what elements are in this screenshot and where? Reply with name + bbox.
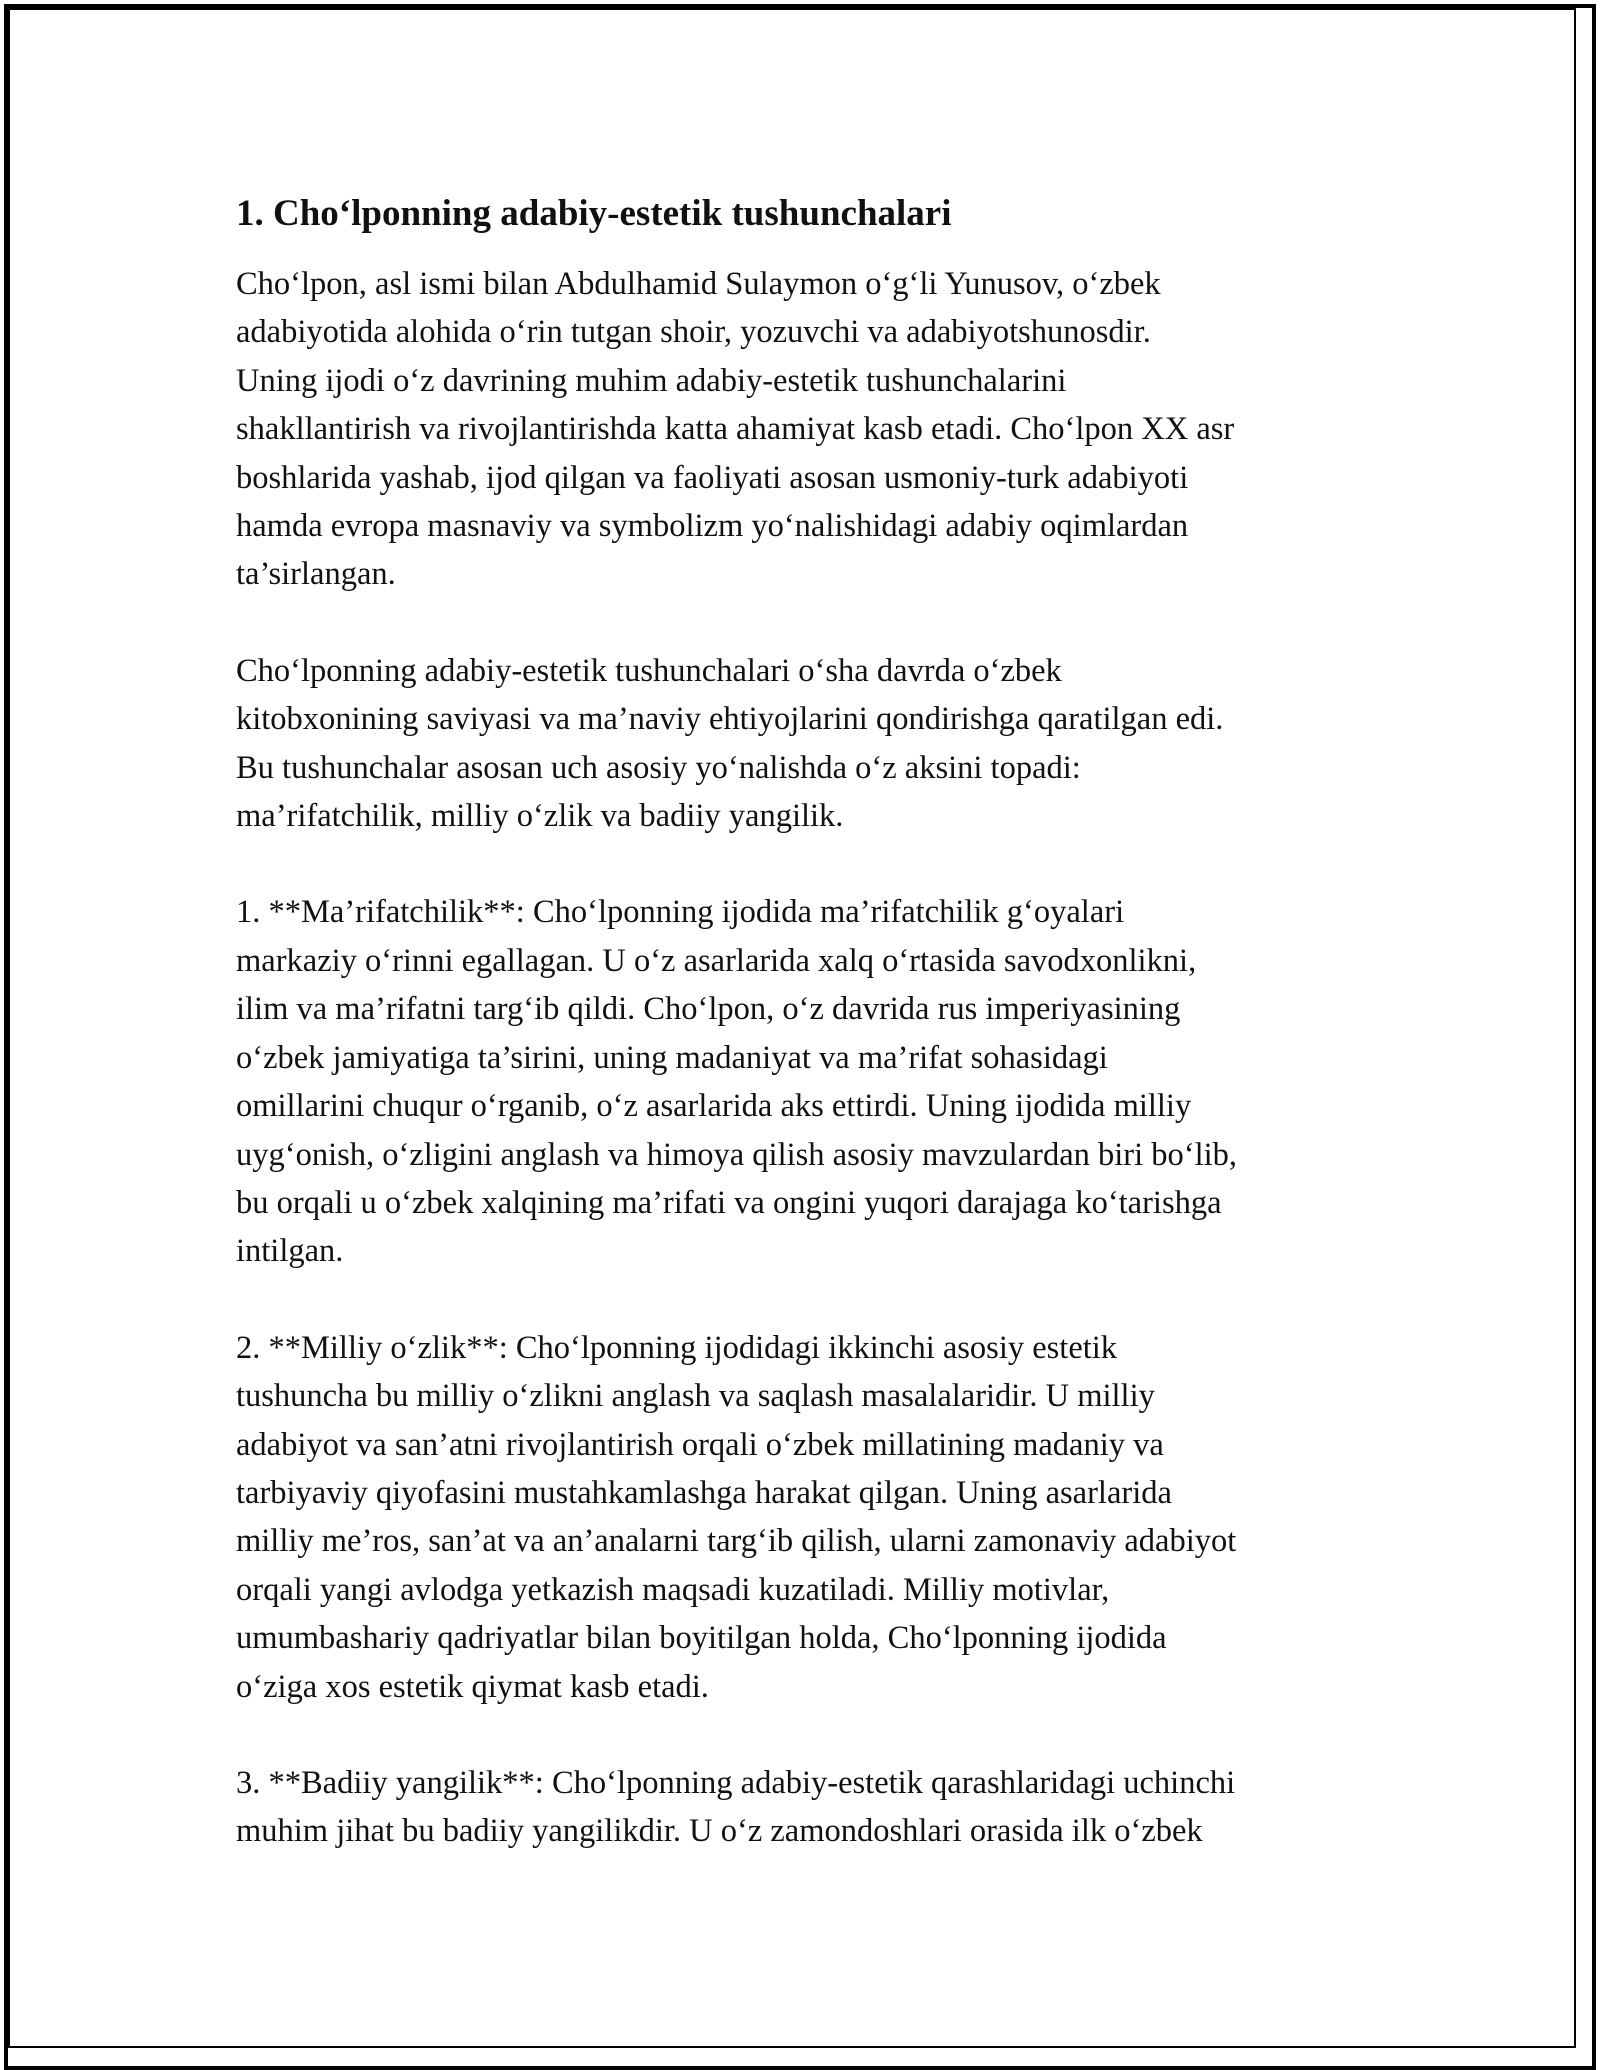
paragraph-artistic-novelty: 3. **Badiiy yangilik**: Cho‘lponning adabiy-estetik qarashlaridagi uchinchi muhim jihat bu badiiy yangilikdir. U o‘z zamondoshlari orasida ilk o‘zbek [236,1764,1236,1850]
document-body [236,188,1366,1856]
paragraph-intro: Cho‘lpon, asl ismi bilan Abdulhamid Sulaymon o‘g‘li Yunusov, o‘zbek adabiyotida alohida o‘rin tutgan shoir, yozuvchi va adabiyotshunosdir. Uning ijodi o‘z davrining muhim adabiy-estetik tushunchalarini shakllantirish va rivojlantirishda katta ahamiyat kasb etadi. Cho‘lpon XX asr boshlarida yashab, ijod qilgan va faoliyati asosan usmoniy-turk adabiyoti hamda evropa masnaviy va symbolizm yo‘nalishidagi adabiy oqimlardan ta’sirlangan. [236,266,1235,593]
paragraph-enlightenment: 1. **Ma’rifatchilik**: Cho‘lponning ijodida ma’rifatchilik g‘oyalari markaziy o‘rinni egallagan. U o‘z asarlarida xalq o‘rtasida savodxonlikni, ilim va ma’rifatni targ‘ib qildi. Cho‘lpon, o‘z davrida rus imperiyasining o‘zbek jamiyatiga ta’sirini, uning madaniyat va ma’rifat sohasidagi omillarini chuqur o‘rganib, o‘z asarlarida aks ettirdi. Uning ijodida milliy uyg‘onish, o‘zligini anglash va himoya qilish asosiy mavzulardan biri bo‘lib, bu orqali u o‘zbek xalqining ma’rifati va ongini yuqori darajaga ko‘tarishga intilgan. [236,894,1238,1270]
section-heading: 1. Cho‘lponning adabiy-estetik tushunchalari [236,193,952,234]
paragraph-national-identity: 2. **Milliy o‘zlik**: Cho‘lponning ijodidagi ikkinchi asosiy estetik tushuncha bu milliy o‘zlikni anglash va saqlash masalalaridir. U milliy adabiyot va san’atni rivojlantirish orqali o‘zbek millatining madaniy va tarbiyaviy qiyofasini mustahkamlashga harakat qilgan. Uning asarlarida milliy me’ros, san’at va an’analarni targ‘ib qilish, ularni zamonaviy adabiyot orqali yangi avlodga yetkazish maqsadi kuzatiladi. Milliy motivlar, umumbashariy qadriyatlar bilan boyitilgan holda, Cho‘lponning ijodida o‘ziga xos estetik qiymat kasb etadi. [236,1329,1237,1705]
paragraph-overview: Cho‘lponning adabiy-estetik tushunchalari o‘sha davrda o‘zbek kitobxonining saviyasi va ma’naviy ehtiyojlarini qondirishga qaratilgan edi. Bu tushunchalar asosan uch asosiy yo‘nalishda o‘z aksini topadi: ma’rifatchilik, milliy o‘zlik va badiiy yangilik. [236,652,1224,835]
